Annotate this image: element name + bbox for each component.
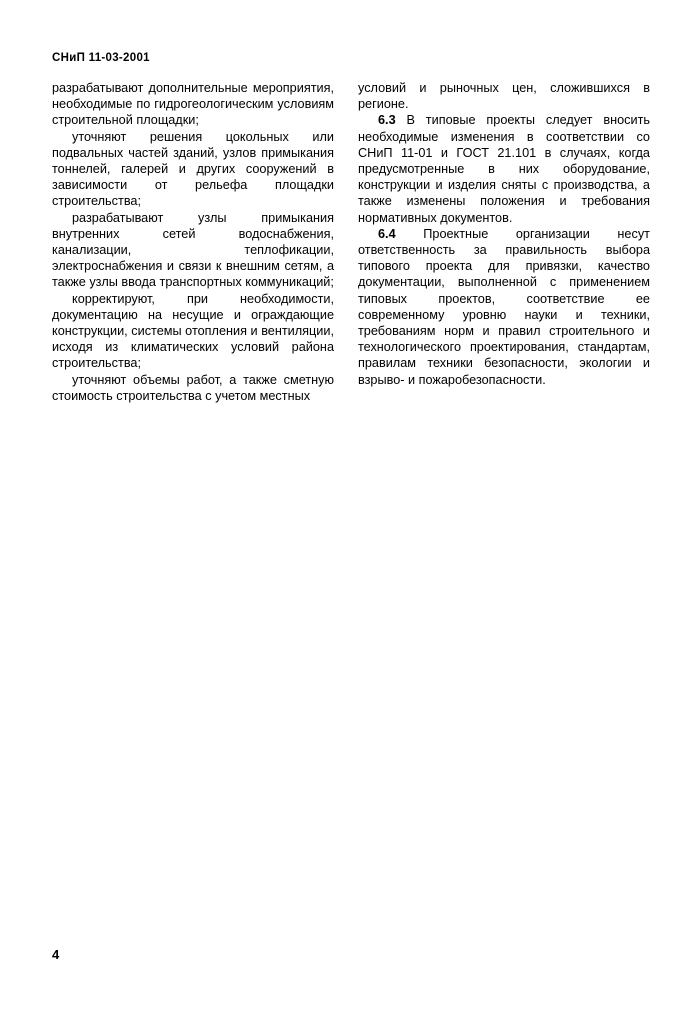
left-paragraph-4: корректируют, при необходимости, документацию на несущие и ограждающие конструкции, системы отопления и вентиляции, исходя из климатических условий района строительства; (52, 291, 334, 371)
section-number: 6.4 (378, 226, 396, 241)
document-header: СНиП 11-03-2001 (52, 52, 150, 64)
section-6-3 (358, 112, 650, 225)
right-column (358, 80, 650, 388)
left-paragraph-2: уточняют решения цокольных или подвальных частей зданий, узлов примыкания тоннелей, галерей и других сооружений в зависимости от рельефа площадки строительства; (52, 129, 334, 209)
section-6-4 (358, 226, 650, 388)
page-number: 4 (52, 947, 60, 962)
left-column (52, 80, 334, 404)
section-text: В типовые проекты следует вносить необходимые изменения в соответствии со СНиП 11-01 и ГОСТ 21.101 в случаях, когда предусмотренные в них оборудование, конструкции и изделия сняты с производства, а также изменены положения и требования нормативных документов. (358, 113, 650, 225)
left-paragraph-5: уточняют объемы работ, а также сметную стоимость строительства с учетом местных (52, 372, 334, 403)
left-paragraph-3: разрабатывают узлы примыкания внутренних сетей водоснабжения, канализации, теплофикации, электроснабжения и связи к внешним сетям, а также узлы ввода транспортных коммуникаций; (52, 210, 334, 290)
section-number: 6.3 (378, 113, 396, 128)
right-continuation-paragraph: условий и рыночных цен, сложившихся в регионе. (358, 81, 650, 112)
section-text: Проектные организации несут ответственность за правильность выбора типового проекта для привязки, качество документации, выполненной с применением типовых проектов, соответствие ее современному уровню науки и техники, требованиям норм и правил строительного и технологического проектирования, стандартам, правилам техники безопасности, экологии и взрыво- и пожаробезопасности. (358, 226, 650, 387)
left-paragraph-1: разрабатывают дополнительные мероприятия, необходимые по гидрогеологическим условиям строительной площадки; (52, 81, 334, 128)
